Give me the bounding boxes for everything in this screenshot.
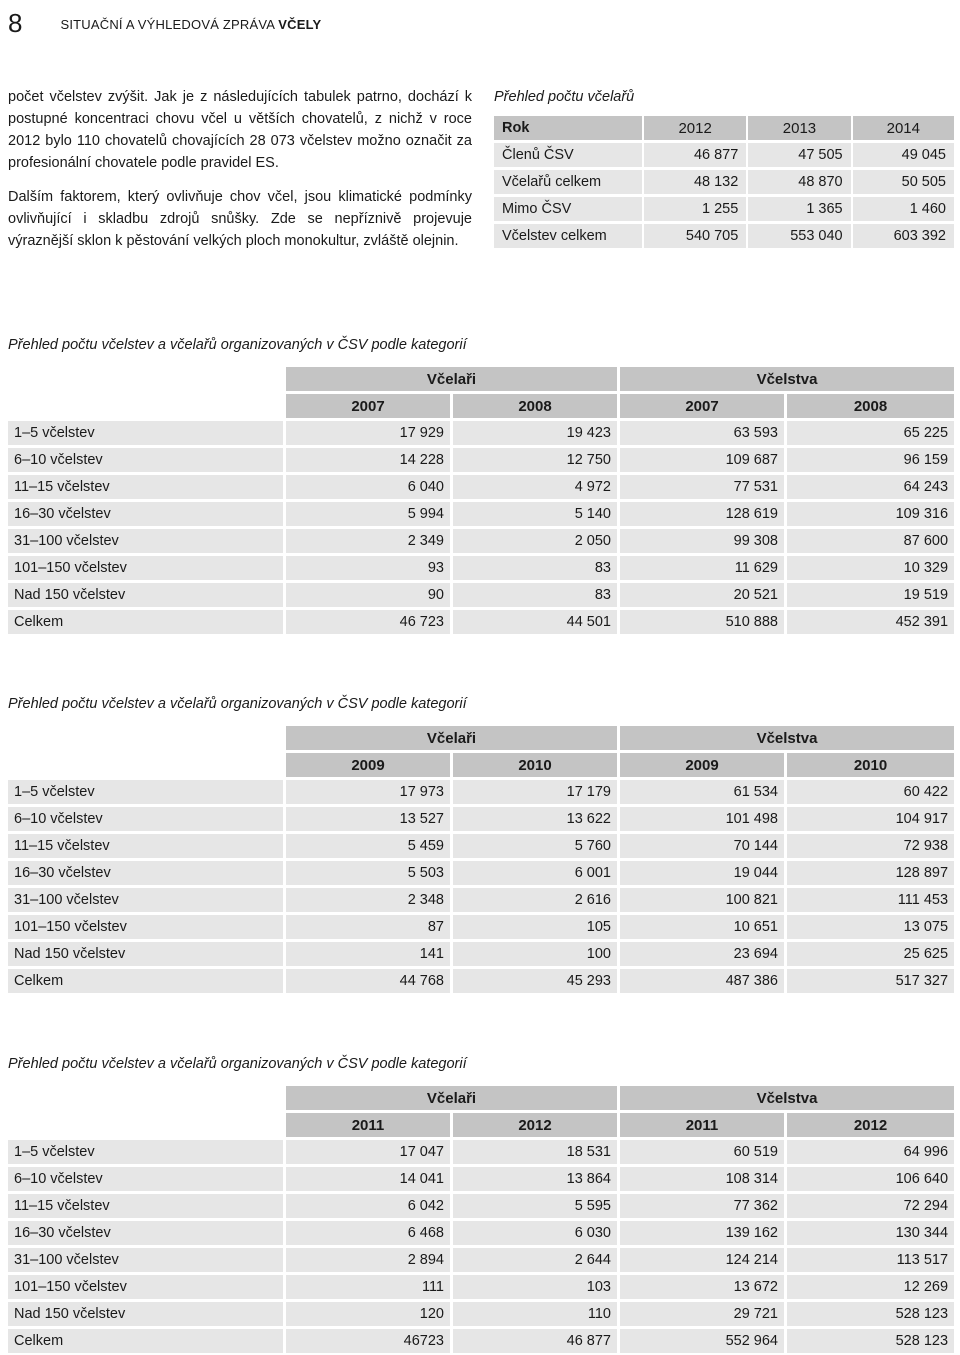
year-header: 2012 <box>453 1113 620 1137</box>
group-header-colonies: Včelstva <box>620 367 954 391</box>
cell-value: 14 228 <box>286 448 453 472</box>
cell-value: 1 460 <box>853 197 954 221</box>
empty-header-cell <box>8 394 286 418</box>
row-label: 1–5 včelstev <box>8 421 286 445</box>
empty-header-cell <box>8 1086 286 1110</box>
cell-value: 2 894 <box>286 1248 453 1272</box>
year-header: 2009 <box>620 753 787 777</box>
year-header: 2010 <box>787 753 954 777</box>
cell-value: 99 308 <box>620 529 787 553</box>
cell-value: 17 047 <box>286 1140 453 1164</box>
cell-value: 510 888 <box>620 610 787 634</box>
page-number: 8 <box>8 8 23 38</box>
intro-paragraph-2: Dalším faktorem, který ovlivňuje chov včel, jsou klimatické podmínky ovlivňující i skladbu zdrojů snůšky. Zde se nepříznivě projevuje výraznější sklon k pěstování velkých ploch monokultur, zvláště olejnin. <box>8 189 472 249</box>
cell-value: 10 329 <box>787 556 954 580</box>
category-table <box>8 1083 954 1355</box>
cell-value: 124 214 <box>620 1248 787 1272</box>
cell-value: 128 897 <box>787 861 954 885</box>
year-header: 2011 <box>286 1113 453 1137</box>
cell-value: 109 687 <box>620 448 787 472</box>
row-label: 6–10 včelstev <box>8 448 286 472</box>
running-title-regular: SITUAČNÍ A VÝHLEDOVÁ ZPRÁVA <box>60 17 279 32</box>
cell-value: 60 519 <box>620 1140 787 1164</box>
cell-value: 11 629 <box>620 556 787 580</box>
table-row <box>8 780 954 804</box>
table-row <box>8 861 954 885</box>
cell-value: 2 349 <box>286 529 453 553</box>
header-cell: 2014 <box>853 116 954 140</box>
cell-value: 61 534 <box>620 780 787 804</box>
table-row <box>8 1194 954 1218</box>
row-label: 31–100 včelstev <box>8 529 286 553</box>
cell-value: 13 527 <box>286 807 453 831</box>
cell-value: 13 672 <box>620 1275 787 1299</box>
cell-value: 46 723 <box>286 610 453 634</box>
cell-value: 108 314 <box>620 1167 787 1191</box>
row-label: Členů ČSV <box>494 143 644 167</box>
cell-value: 6 468 <box>286 1221 453 1245</box>
cell-value: 44 768 <box>286 969 453 993</box>
cell-value: 2 644 <box>453 1248 620 1272</box>
cell-value: 141 <box>286 942 453 966</box>
year-header-row <box>8 753 954 777</box>
category-table-caption: Přehled počtu včelstev a včelařů organizovaných v ČSV podle kategorií <box>8 337 467 353</box>
cell-value: 17 929 <box>286 421 453 445</box>
table-row <box>8 475 954 499</box>
cell-value: 72 938 <box>787 834 954 858</box>
beekeepers-caption: Přehled počtu včelařů <box>494 89 635 105</box>
cell-value: 44 501 <box>453 610 620 634</box>
row-label: Celkem <box>8 1329 286 1353</box>
table-row <box>8 834 954 858</box>
year-header: 2008 <box>453 394 620 418</box>
cell-value: 46723 <box>286 1329 453 1353</box>
cell-value: 5 459 <box>286 834 453 858</box>
row-label: 16–30 včelstev <box>8 502 286 526</box>
table-row <box>494 170 954 194</box>
row-label: 11–15 včelstev <box>8 1194 286 1218</box>
cell-value: 111 453 <box>787 888 954 912</box>
year-header: 2007 <box>286 394 453 418</box>
cell-value: 120 <box>286 1302 453 1326</box>
cell-value: 13 864 <box>453 1167 620 1191</box>
intro-text <box>8 86 472 252</box>
empty-header-cell <box>8 367 286 391</box>
row-label: Nad 150 včelstev <box>8 1302 286 1326</box>
beekeepers-overview <box>494 86 954 251</box>
cell-value: 528 123 <box>787 1302 954 1326</box>
table-row <box>494 143 954 167</box>
row-label: Mimo ČSV <box>494 197 644 221</box>
cell-value: 83 <box>453 583 620 607</box>
cell-value: 130 344 <box>787 1221 954 1245</box>
row-label: 1–5 včelstev <box>8 780 286 804</box>
cell-value: 87 600 <box>787 529 954 553</box>
cell-value: 20 521 <box>620 583 787 607</box>
running-title <box>60 17 321 36</box>
year-header: 2012 <box>787 1113 954 1137</box>
table-row <box>8 421 954 445</box>
row-label: Nad 150 včelstev <box>8 583 286 607</box>
beekeepers-table <box>494 113 954 251</box>
table-row <box>8 556 954 580</box>
table-row <box>8 1221 954 1245</box>
cell-value: 101 498 <box>620 807 787 831</box>
table-row <box>8 888 954 912</box>
cell-value: 106 640 <box>787 1167 954 1191</box>
year-header: 2007 <box>620 394 787 418</box>
year-header: 2010 <box>453 753 620 777</box>
cell-value: 48 132 <box>644 170 748 194</box>
year-header: 2008 <box>787 394 954 418</box>
cell-value: 46 877 <box>644 143 748 167</box>
year-header: 2011 <box>620 1113 787 1137</box>
cell-value: 18 531 <box>453 1140 620 1164</box>
cell-value: 111 <box>286 1275 453 1299</box>
cell-value: 6 030 <box>453 1221 620 1245</box>
cell-value: 6 001 <box>453 861 620 885</box>
year-header-row <box>8 394 954 418</box>
cell-value: 72 294 <box>787 1194 954 1218</box>
cell-value: 70 144 <box>620 834 787 858</box>
cell-value: 19 044 <box>620 861 787 885</box>
table-row <box>8 1167 954 1191</box>
cell-value: 113 517 <box>787 1248 954 1272</box>
running-title-bold: VČELY <box>278 17 322 32</box>
table-row <box>8 1275 954 1299</box>
cell-value: 6 042 <box>286 1194 453 1218</box>
cell-value: 100 821 <box>620 888 787 912</box>
cell-value: 17 973 <box>286 780 453 804</box>
cell-value: 77 362 <box>620 1194 787 1218</box>
table-row-total <box>8 1329 954 1353</box>
group-header-beekeepers: Včelaři <box>286 726 620 750</box>
cell-value: 103 <box>453 1275 620 1299</box>
table-row <box>8 502 954 526</box>
table-row <box>8 583 954 607</box>
cell-value: 93 <box>286 556 453 580</box>
table-row-total <box>8 610 954 634</box>
cell-value: 64 996 <box>787 1140 954 1164</box>
group-header-row <box>8 1086 954 1110</box>
cell-value: 1 255 <box>644 197 748 221</box>
cell-value: 65 225 <box>787 421 954 445</box>
row-label: 6–10 včelstev <box>8 1167 286 1191</box>
cell-value: 60 422 <box>787 780 954 804</box>
cell-value: 603 392 <box>853 224 954 248</box>
empty-header-cell <box>8 1113 286 1137</box>
table-row <box>8 1140 954 1164</box>
cell-value: 77 531 <box>620 475 787 499</box>
row-label: Včelařů celkem <box>494 170 644 194</box>
table-row <box>8 529 954 553</box>
row-label: 101–150 včelstev <box>8 1275 286 1299</box>
category-table-caption: Přehled počtu včelstev a včelařů organizovaných v ČSV podle kategorií <box>8 696 467 712</box>
table-row <box>8 1302 954 1326</box>
category-table-section <box>8 693 954 996</box>
category-table-section <box>8 1053 954 1355</box>
group-header-colonies: Včelstva <box>620 726 954 750</box>
cell-value: 553 040 <box>748 224 852 248</box>
row-label: 16–30 včelstev <box>8 1221 286 1245</box>
cell-value: 12 269 <box>787 1275 954 1299</box>
cell-value: 45 293 <box>453 969 620 993</box>
intro-paragraph-1: počet včelstev zvýšit. Jak je z následujících tabulek patrno, dochází k postupné koncentraci chovu včel u větších chovatelů, z nichž v roce 2012 bylo 110 chovatelů chovajících 28 073 včelstev možno označit za profesionální chovatele podle pravidel ES. <box>8 89 472 171</box>
cell-value: 49 045 <box>853 143 954 167</box>
header-cell: 2013 <box>748 116 852 140</box>
cell-value: 2 050 <box>453 529 620 553</box>
category-table <box>8 364 954 637</box>
group-header-colonies: Včelstva <box>620 1086 954 1110</box>
row-label: Nad 150 včelstev <box>8 942 286 966</box>
group-header-beekeepers: Včelaři <box>286 1086 620 1110</box>
cell-value: 47 505 <box>748 143 852 167</box>
cell-value: 5 994 <box>286 502 453 526</box>
cell-value: 2 616 <box>453 888 620 912</box>
table-row <box>8 942 954 966</box>
cell-value: 19 519 <box>787 583 954 607</box>
cell-value: 46 877 <box>453 1329 620 1353</box>
cell-value: 528 123 <box>787 1329 954 1353</box>
category-table-caption: Přehled počtu včelstev a včelařů organizovaných v ČSV podle kategorií <box>8 1056 467 1072</box>
table-row <box>8 807 954 831</box>
cell-value: 12 750 <box>453 448 620 472</box>
page-header <box>8 4 321 36</box>
row-label: 31–100 včelstev <box>8 888 286 912</box>
cell-value: 48 870 <box>748 170 852 194</box>
cell-value: 17 179 <box>453 780 620 804</box>
row-label: 6–10 včelstev <box>8 807 286 831</box>
cell-value: 5 140 <box>453 502 620 526</box>
cell-value: 50 505 <box>853 170 954 194</box>
cell-value: 14 041 <box>286 1167 453 1191</box>
header-cell: Rok <box>494 116 644 140</box>
cell-value: 5 595 <box>453 1194 620 1218</box>
cell-value: 25 625 <box>787 942 954 966</box>
cell-value: 5 503 <box>286 861 453 885</box>
category-table-section <box>8 334 954 637</box>
row-label: 16–30 včelstev <box>8 861 286 885</box>
header-cell: 2012 <box>644 116 748 140</box>
cell-value: 452 391 <box>787 610 954 634</box>
table-row <box>8 448 954 472</box>
table-row <box>8 915 954 939</box>
cell-value: 83 <box>453 556 620 580</box>
group-header-row <box>8 367 954 391</box>
cell-value: 63 593 <box>620 421 787 445</box>
row-label: 11–15 včelstev <box>8 475 286 499</box>
row-label: Celkem <box>8 610 286 634</box>
row-label: 31–100 včelstev <box>8 1248 286 1272</box>
cell-value: 2 348 <box>286 888 453 912</box>
cell-value: 6 040 <box>286 475 453 499</box>
cell-value: 64 243 <box>787 475 954 499</box>
table-row <box>494 224 954 248</box>
cell-value: 100 <box>453 942 620 966</box>
row-label: Celkem <box>8 969 286 993</box>
table-row <box>494 197 954 221</box>
cell-value: 487 386 <box>620 969 787 993</box>
cell-value: 19 423 <box>453 421 620 445</box>
cell-value: 139 162 <box>620 1221 787 1245</box>
cell-value: 96 159 <box>787 448 954 472</box>
cell-value: 23 694 <box>620 942 787 966</box>
cell-value: 5 760 <box>453 834 620 858</box>
empty-header-cell <box>8 726 286 750</box>
cell-value: 13 622 <box>453 807 620 831</box>
cell-value: 90 <box>286 583 453 607</box>
table-header-row <box>494 116 954 140</box>
year-header-row <box>8 1113 954 1137</box>
group-header-beekeepers: Včelaři <box>286 367 620 391</box>
cell-value: 128 619 <box>620 502 787 526</box>
cell-value: 105 <box>453 915 620 939</box>
cell-value: 1 365 <box>748 197 852 221</box>
row-label: Včelstev celkem <box>494 224 644 248</box>
row-label: 101–150 včelstev <box>8 556 286 580</box>
row-label: 11–15 včelstev <box>8 834 286 858</box>
row-label: 1–5 včelstev <box>8 1140 286 1164</box>
table-row-total <box>8 969 954 993</box>
cell-value: 4 972 <box>453 475 620 499</box>
cell-value: 540 705 <box>644 224 748 248</box>
category-table <box>8 723 954 996</box>
group-header-row <box>8 726 954 750</box>
empty-header-cell <box>8 753 286 777</box>
cell-value: 104 917 <box>787 807 954 831</box>
cell-value: 13 075 <box>787 915 954 939</box>
cell-value: 552 964 <box>620 1329 787 1353</box>
row-label: 101–150 včelstev <box>8 915 286 939</box>
cell-value: 87 <box>286 915 453 939</box>
cell-value: 109 316 <box>787 502 954 526</box>
cell-value: 517 327 <box>787 969 954 993</box>
table-row <box>8 1248 954 1272</box>
cell-value: 110 <box>453 1302 620 1326</box>
year-header: 2009 <box>286 753 453 777</box>
cell-value: 29 721 <box>620 1302 787 1326</box>
cell-value: 10 651 <box>620 915 787 939</box>
